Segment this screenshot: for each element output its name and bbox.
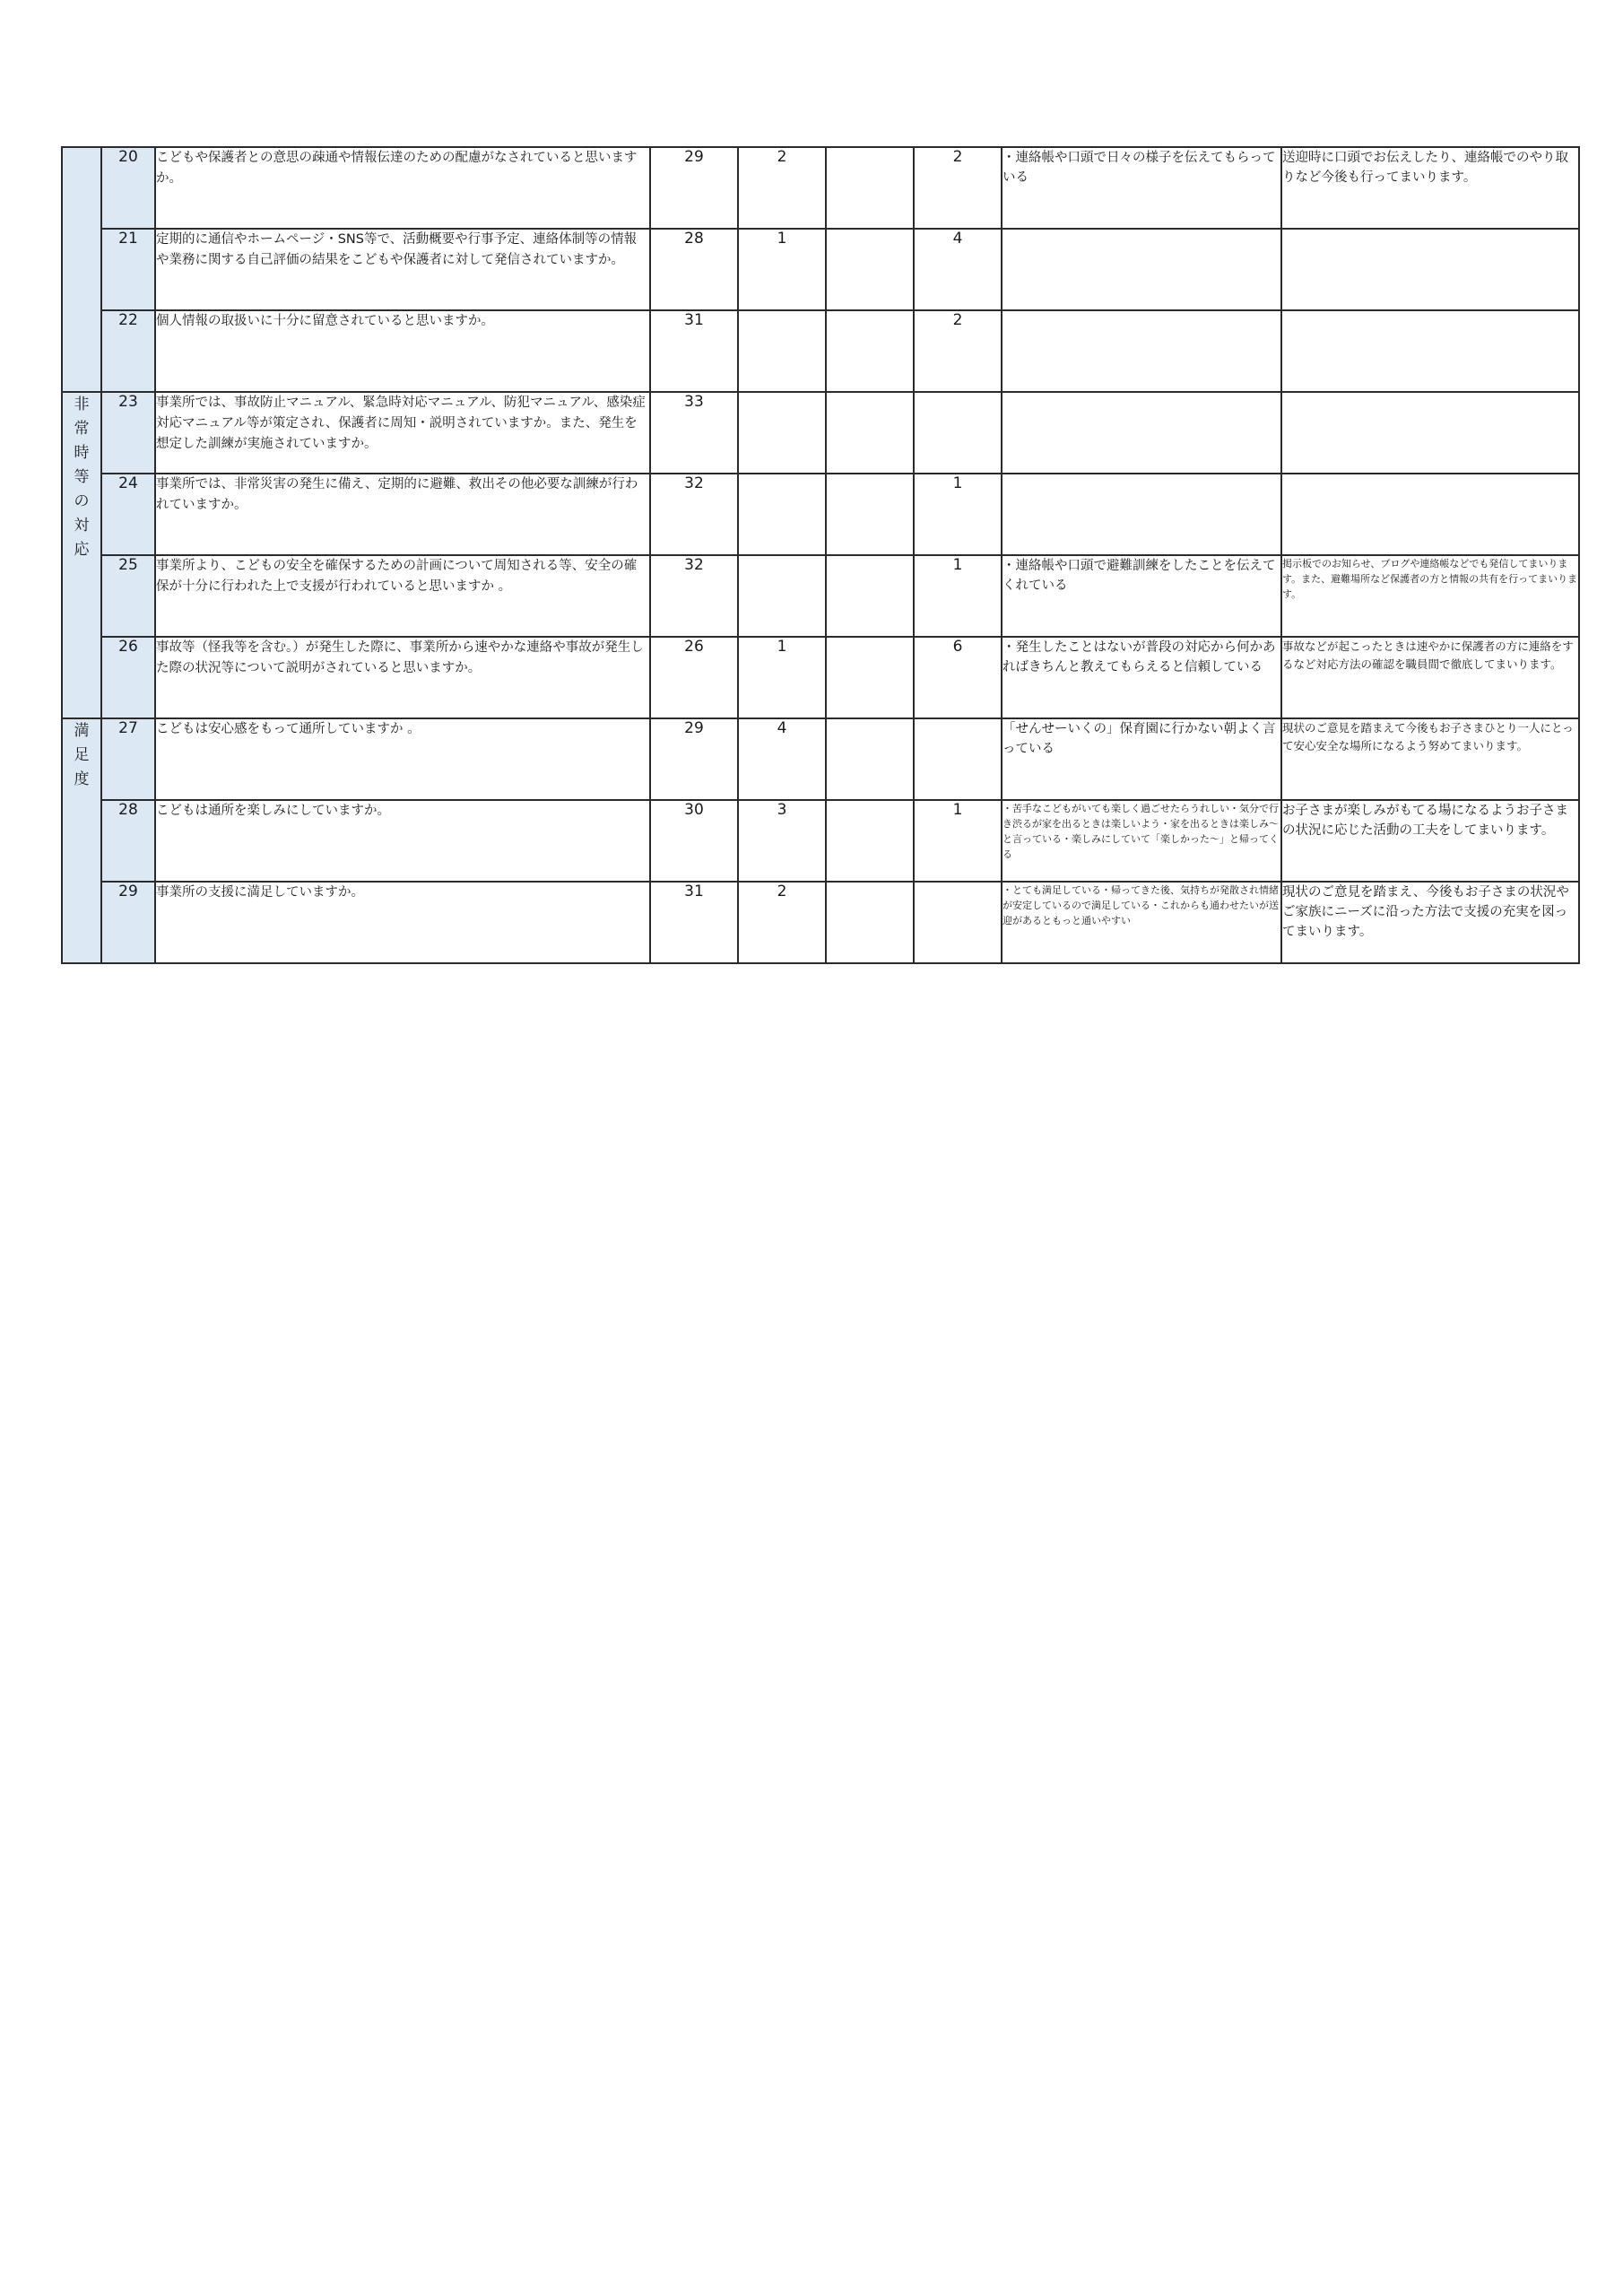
count-neither: 2 [738,882,826,963]
table-row [62,718,1579,800]
count-neither [738,392,826,474]
question-number: 26 [101,637,155,718]
question-number: 25 [101,555,155,637]
count-yes: 33 [650,392,738,474]
facility-response [1281,229,1579,310]
question-text: 事故等（怪我等を含む。）が発生した際に、事業所から速やかな連絡や事故が発生した際の状況等について説明がされていると思いますか。 [155,637,650,718]
category-label: 非常時等の対応 [74,396,90,559]
survey-table [61,146,1580,964]
count-neither: 4 [738,718,826,800]
question-number: 29 [101,882,155,963]
count-yes: 26 [650,637,738,718]
count-neither: 3 [738,800,826,882]
parent-comment [1002,392,1281,474]
category-cell-blank [62,147,101,392]
question-number: 22 [101,310,155,392]
count-no [826,147,914,229]
count-unknown [914,392,1002,474]
parent-comment [1002,229,1281,310]
count-yes: 32 [650,474,738,555]
count-no [826,474,914,555]
count-unknown: 4 [914,229,1002,310]
count-unknown [914,718,1002,800]
table-row [62,474,1579,555]
count-no [826,800,914,882]
question-text: 事業所では、非常災害の発生に備え、定期的に避難、救出その他必要な訓練が行われていますか。 [155,474,650,555]
facility-response: お子さまが楽しみがもてる場になるようお子さまの状況に応じた活動の工夫をしてまいります。 [1281,800,1579,882]
question-text: 事業所の支援に満足していますか。 [155,882,650,963]
question-number: 23 [101,392,155,474]
table-row [62,555,1579,637]
question-text: こどもや保護者との意思の疎通や情報伝達のための配慮がなされていると思いますか。 [155,147,650,229]
facility-response: 事故などが起こったときは速やかに保護者の方に連絡をするなど対応方法の確認を職員間で徹底してまいります。 [1281,637,1579,718]
count-no [826,392,914,474]
parent-comment: ・発生したことはないが普段の対応から何かあればきちんと教えてもらえると信頼している [1002,637,1281,718]
question-text: こどもは通所を楽しみにしていますか。 [155,800,650,882]
facility-response: 現状のご意見を踏まえて今後もお子さまひとり一人にとって安心安全な場所になるよう努めてまいります。 [1281,718,1579,800]
parent-comment: ・連絡帳や口頭で避難訓練をしたことを伝えてくれている [1002,555,1281,637]
category-satisfaction [62,718,101,963]
facility-response: 送迎時に口頭でお伝えしたり、連絡帳でのやり取りなど今後も行ってまいります。 [1281,147,1579,229]
table-row [62,147,1579,229]
count-unknown: 1 [914,474,1002,555]
question-number: 24 [101,474,155,555]
count-unknown: 2 [914,147,1002,229]
count-yes: 29 [650,718,738,800]
facility-response: 掲示板でのお知らせ、ブログや連絡帳などでも発信してまいります。また、避難場所など保護者の方と情報の共有を行ってまいります。 [1281,555,1579,637]
table-row [62,229,1579,310]
count-yes: 32 [650,555,738,637]
table-row [62,800,1579,882]
count-yes: 29 [650,147,738,229]
question-number: 27 [101,718,155,800]
category-label: 満足度 [74,722,90,788]
facility-response: 現状のご意見を踏まえ、今後もお子さまの状況やご家族にニーズに沿った方法で支援の充実を図ってまいります。 [1281,882,1579,963]
table-row [62,310,1579,392]
count-no [826,310,914,392]
facility-response [1281,474,1579,555]
count-neither: 1 [738,637,826,718]
parent-comment [1002,474,1281,555]
count-unknown: 1 [914,555,1002,637]
question-number: 21 [101,229,155,310]
count-unknown: 6 [914,637,1002,718]
count-neither [738,555,826,637]
table-row [62,392,1579,474]
parent-comment [1002,310,1281,392]
count-neither: 2 [738,147,826,229]
question-number: 28 [101,800,155,882]
parent-comment: ・連絡帳や口頭で日々の様子を伝えてもらっている [1002,147,1281,229]
count-neither: 1 [738,229,826,310]
count-no [826,637,914,718]
count-no [826,229,914,310]
count-no [826,882,914,963]
facility-response [1281,392,1579,474]
parent-comment: ・とても満足している・帰ってきた後、気持ちが発散され情緒が安定しているので満足している・これからも通わせたいが送迎があるともっと通いやすい [1002,882,1281,963]
count-yes: 31 [650,882,738,963]
count-yes: 30 [650,800,738,882]
count-yes: 28 [650,229,738,310]
question-text: こどもは安心感をもって通所していますか 。 [155,718,650,800]
question-number: 20 [101,147,155,229]
question-text: 個人情報の取扱いに十分に留意されていると思いますか。 [155,310,650,392]
count-unknown [914,882,1002,963]
count-neither [738,474,826,555]
question-text: 事業所より、こどもの安全を確保するための計画について周知される等、安全の確保が十分に行われた上で支援が行われていると思いますか 。 [155,555,650,637]
parent-comment: 「せんせーいくの」保育園に行かない朝よく言っている [1002,718,1281,800]
facility-response [1281,310,1579,392]
count-no [826,718,914,800]
question-text: 事業所では、事故防止マニュアル、緊急時対応マニュアル、防犯マニュアル、感染症対応マニュアル等が策定され、保護者に周知・説明されていますか。また、発生を想定した訓練が実施されていますか。 [155,392,650,474]
table-row [62,637,1579,718]
category-emergency [62,392,101,718]
question-text: 定期的に通信やホームページ・SNS等で、活動概要や行事予定、連絡体制等の情報や業務に関する自己評価の結果をこどもや保護者に対して発信されていますか。 [155,229,650,310]
count-neither [738,310,826,392]
count-unknown: 2 [914,310,1002,392]
count-yes: 31 [650,310,738,392]
count-no [826,555,914,637]
count-unknown: 1 [914,800,1002,882]
table-row [62,882,1579,963]
parent-comment: ・苦手なこどもがいても楽しく過ごせたらうれしい・気分で行き渋るが家を出るときは楽しいよう・家を出るときは楽しみ～と言っている・楽しみにしていて「楽しかった～」と帰ってくる [1002,800,1281,882]
